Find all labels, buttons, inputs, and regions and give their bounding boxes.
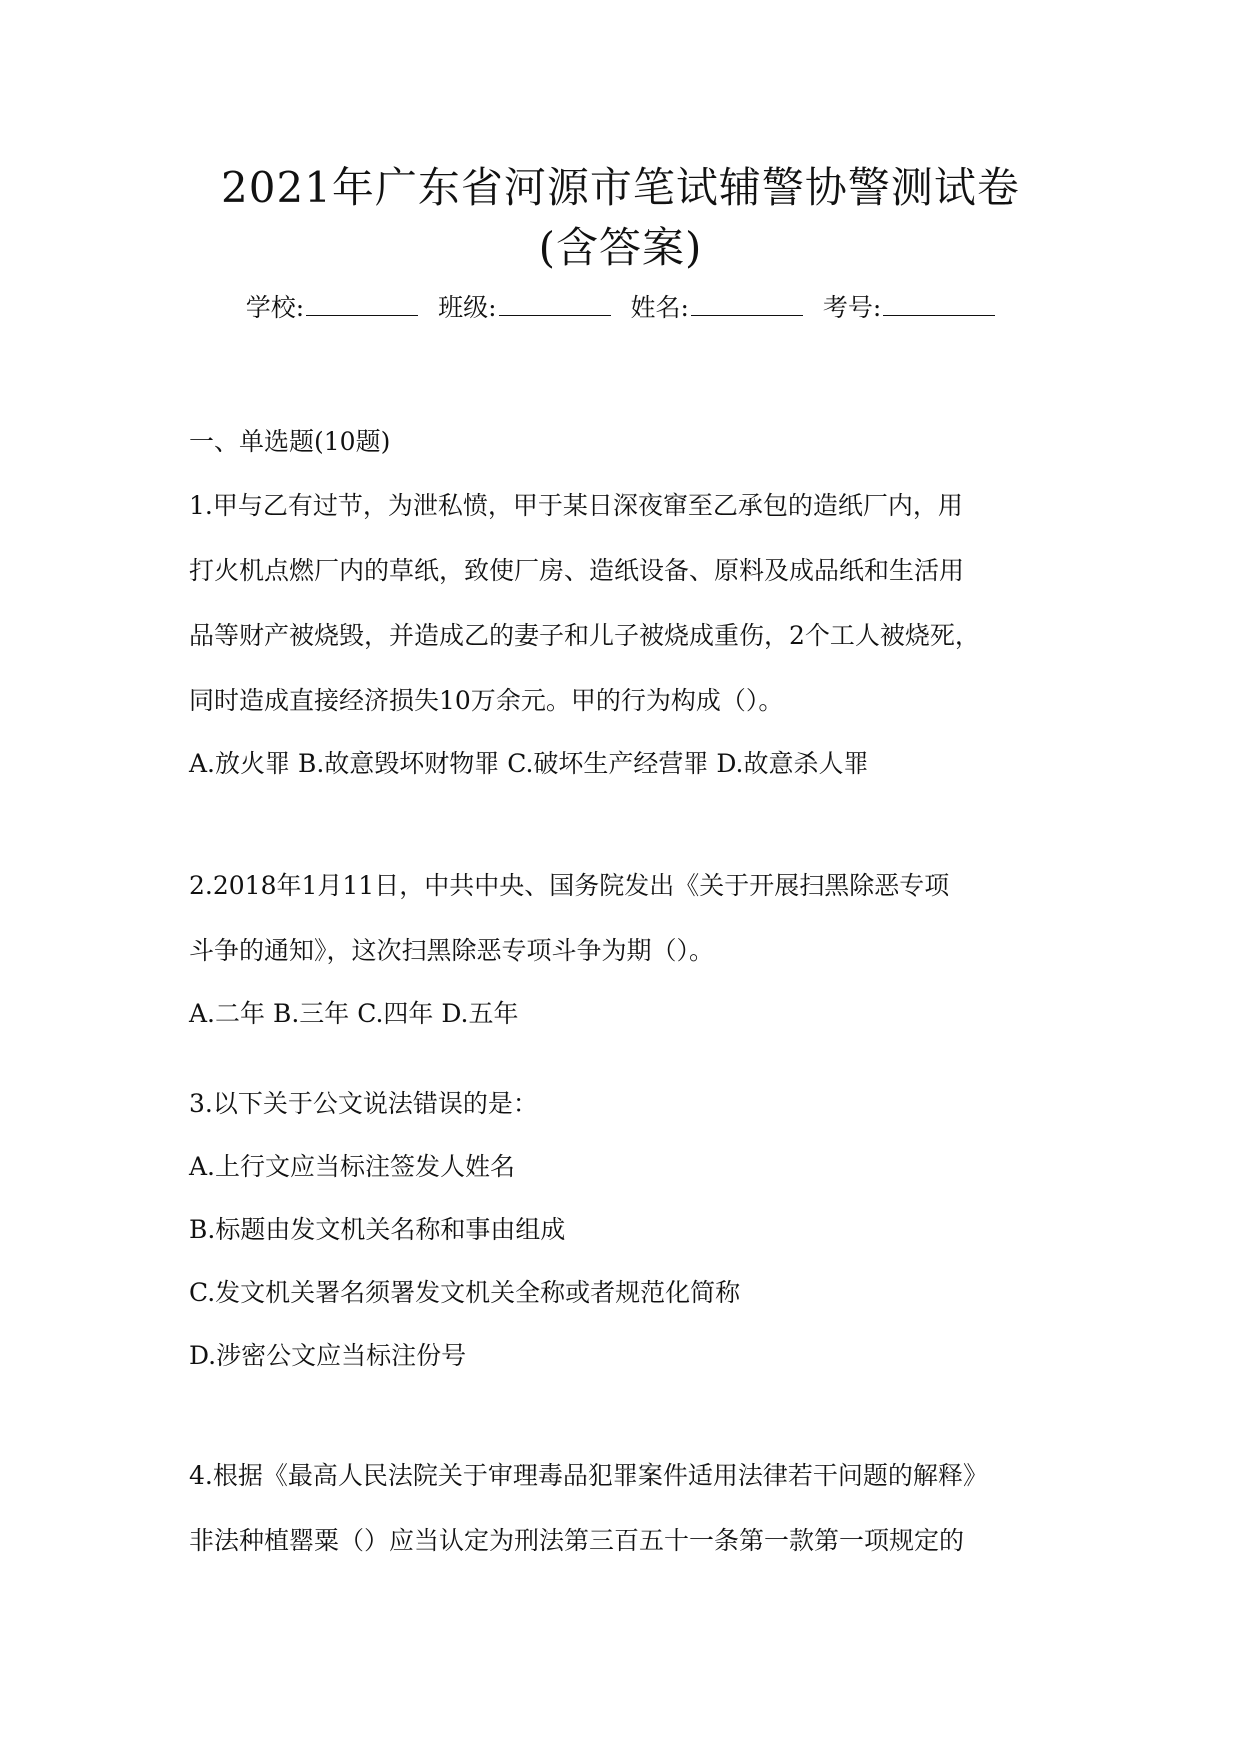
- class-blank: [499, 293, 611, 316]
- question-3-line-1: 3.以下关于公文说法错误的是：: [189, 1089, 538, 1118]
- name-blank: [691, 293, 803, 316]
- student-info-line: [0, 290, 1241, 326]
- class-field: [438, 290, 610, 326]
- exam-number-label: 考号:: [822, 293, 882, 322]
- question-1-line-2: 打火机点燃厂内的草纸，致使厂房、造纸设备、原料及成品纸和生活用: [189, 556, 965, 585]
- question-3-option-b: B.标题由发文机关名称和事由组成: [189, 1215, 566, 1244]
- document-title: [0, 158, 1241, 278]
- question-2-line-2: 斗争的通知》，这次扫黑除恶专项斗争为期（）。: [189, 936, 715, 965]
- school-blank: [306, 293, 418, 316]
- question-3-option-a: A.上行文应当标注签发人姓名: [189, 1152, 516, 1181]
- section-heading: 一、单选题(10题): [189, 427, 391, 456]
- question-1-options: A.放火罪 B.故意毁坏财物罪 C.破坏生产经营罪 D.故意杀人罪: [189, 749, 869, 778]
- school-label: 学校:: [245, 293, 305, 322]
- exam-number-field: [823, 290, 995, 326]
- question-2-options: A.二年 B.三年 C.四年 D.五年: [189, 999, 519, 1028]
- title-line-2: (含答案): [538, 223, 703, 272]
- question-1-line-4: 同时造成直接经济损失10万余元。甲的行为构成（）。: [189, 686, 784, 715]
- question-3-option-d: D.涉密公文应当标注份号: [189, 1341, 467, 1370]
- exam-number-blank: [883, 293, 995, 316]
- name-field: [630, 290, 802, 326]
- question-3-option-c: C.发文机关署名须署发文机关全称或者规范化简称: [189, 1278, 741, 1307]
- question-1-line-3: 品等财产被烧毁，并造成乙的妻子和儿子被烧成重伤，2个工人被烧死，: [189, 621, 980, 650]
- school-field: [246, 290, 418, 326]
- name-label: 姓名:: [630, 293, 689, 322]
- question-1-line-1: 1.甲与乙有过节，为泄私愤，甲于某日深夜窜至乙承包的造纸厂内，用: [189, 491, 963, 520]
- question-2-line-1: 2.2018年1月11日，中共中央、国务院发出《关于开展扫黑除恶专项: [189, 871, 950, 900]
- title-line-1: 2021年广东省河源市笔试辅警协警测试卷: [221, 163, 1020, 212]
- class-label: 班级:: [438, 293, 497, 322]
- question-4-line-1: 4.根据《最高人民法院关于审理毒品犯罪案件适用法律若干问题的解释》: [189, 1461, 988, 1490]
- question-4-line-2: 非法种植罂粟（）应当认定为刑法第三百五十一条第一款第一项规定的: [189, 1526, 965, 1555]
